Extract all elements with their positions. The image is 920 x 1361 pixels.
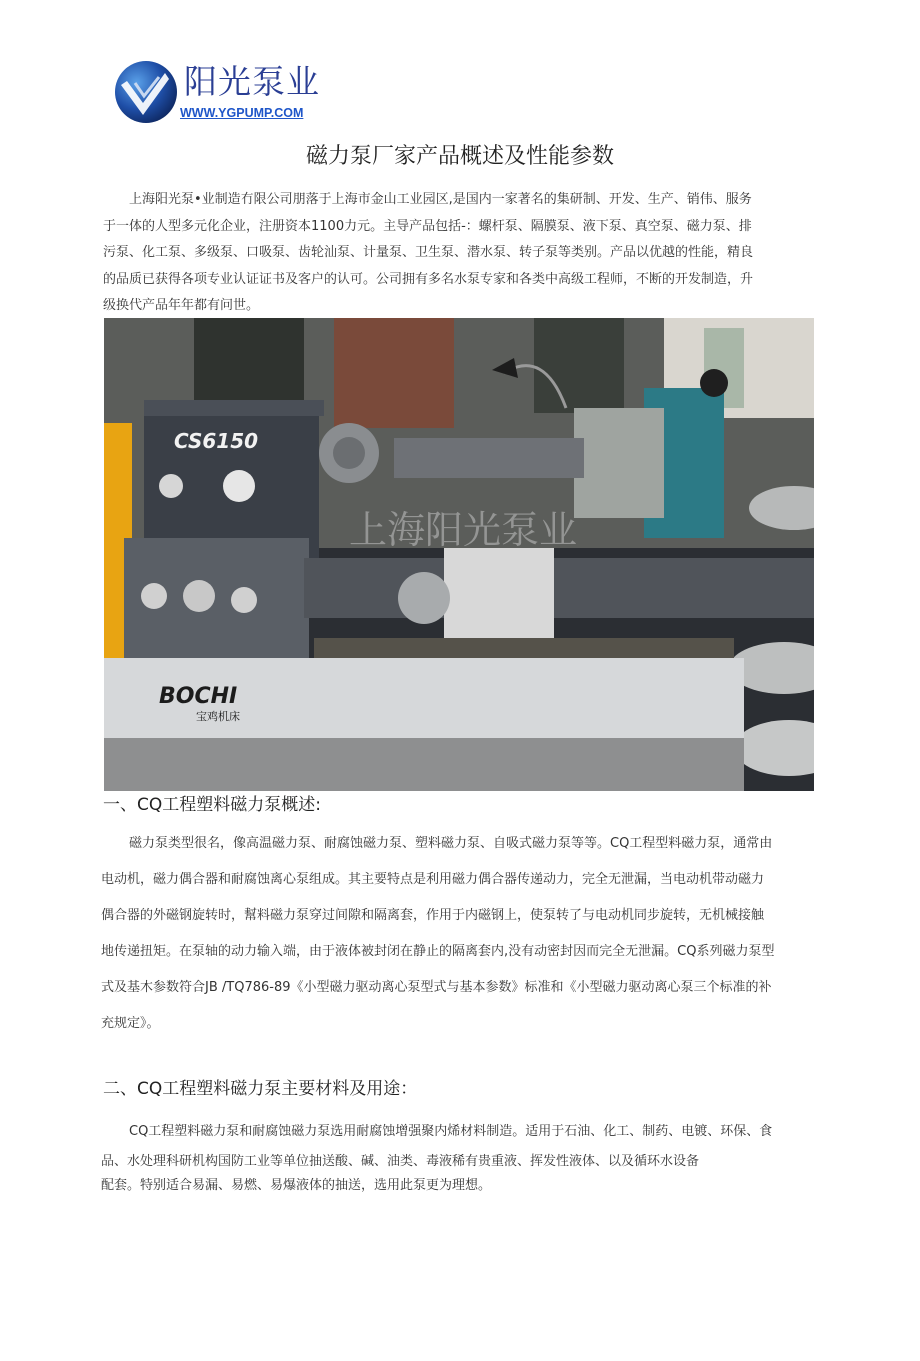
brand-name: 阳光泵业 <box>184 62 320 101</box>
section2-body-a: CQ工程塑料磁力泵和耐腐蚀磁力泵选用耐腐蚀增强聚内烯材料制造。适用于石油、化工、制药、电镀、环保、食品、水处理科研机构国防工业等单位抽送酸、碱、油类、毒液稀有贵重液、挥发性液体、以及循环水设备 <box>101 1124 773 1169</box>
section2-paragraph <box>101 1117 776 1195</box>
section2-body-b: 配套。特别适合易漏、易燃、易爆液体的抽送，选用此泵更为理想。 <box>101 1178 492 1193</box>
machine-badge: CS6150 <box>174 429 259 453</box>
maker-name: 宝鸡机床 <box>196 710 240 723</box>
section2-heading: 二、CQ工程塑料磁力泵主要材料及用途： <box>103 1079 418 1099</box>
section1-paragraph: 磁力泵类型很名，像高温磁力泵、耐腐蚀磁力泵、塑料磁力泵、自吸式磁力泵等等。CQ工程型料磁力泵，通常由电动机，磁力偶合器和耐腐蚀离心泵组成。其主要特点是利用磁力偶合器传递动力，完全无泄漏，当电动机带动磁力偶合器的外磁钢旋转时，幫料磁力泵穿过间隙和隔离套，作用于内磁钢上，使泵转了与电动机同步旋转，无机械接触地传递扭矩。在泵轴的动力输入端，由于液体被封闭在静止的隔离套内,没有动密封因而完全无泄漏。CQ系列磁力泵型式及基木参数符合JB /TQ786-89《小型磁力驱动离心泵型式与基本参数》标准和《小型磁力驱动离心泵三个标准的补充规定》。 <box>101 836 775 1031</box>
section1-heading: 一、CQ工程塑料磁力泵概述: <box>103 795 321 815</box>
intro-paragraph: 上海阳光泵•业制造冇限公司朋落于上海市金山工业园区,是国内一家著名的集研制、开发、生产、销伟、服务于一体的人型多元化企业，注册资本1100力元。主导产品包括-：螺杆泵、隔膜泵、液下泵、真空泵、磁力泵、排污泵、化工泵、多级泵、口吸泵、齿轮汕泵、计量泵、卫生泵、潜水泵、转子泵等类别。产品以优越的性能，精良的品质已获得各项专业认证证书及客户的认可。公司拥有多名水泵专家和各类中高级工程师，不断的开发制造，升级换代产品年年都有问世。 <box>103 192 754 313</box>
brand-url-link[interactable]: WWW.YGPUMP.COM <box>180 106 304 120</box>
document-title: 磁力泵厂家产品概述及性能参数 <box>305 144 614 169</box>
photo-watermark: 上海阳光泵业 <box>349 508 578 552</box>
maker-logo: BOCHI <box>159 684 238 709</box>
workshop-photo <box>104 318 814 791</box>
company-logo <box>113 59 179 125</box>
lathe-illustration <box>104 318 814 791</box>
